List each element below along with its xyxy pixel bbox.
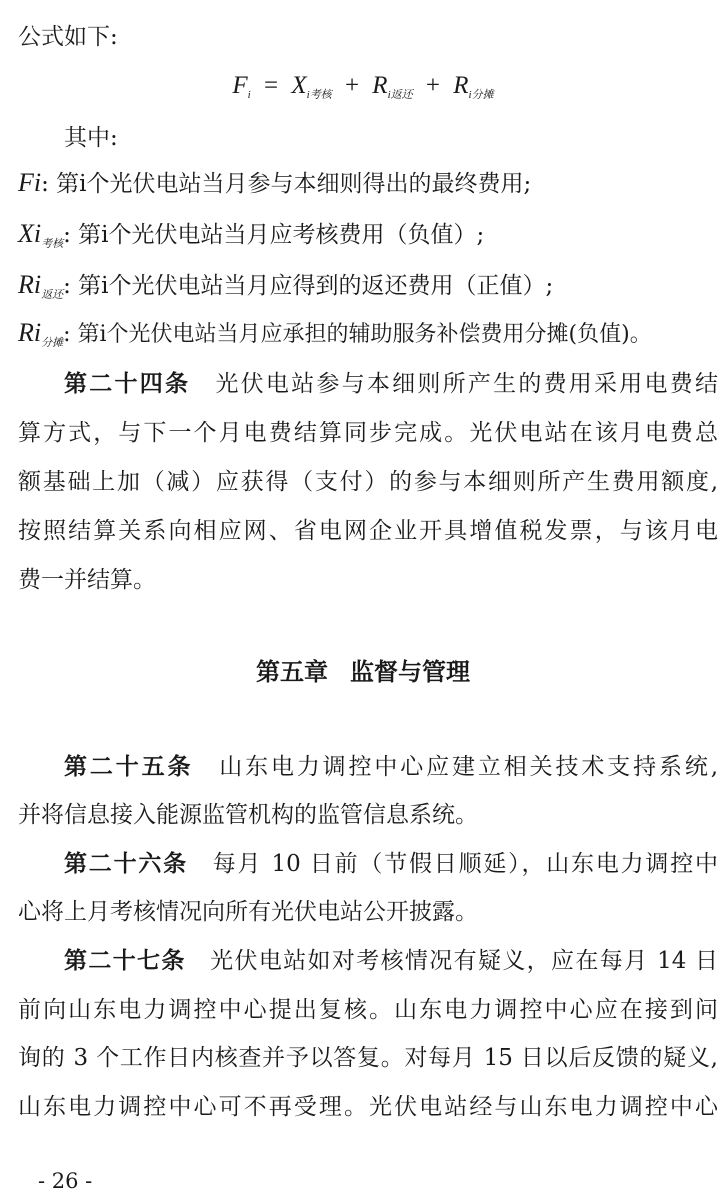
definition-symbol: Fi [18,168,42,197]
formula-term-var: R [453,72,469,99]
definition-tag: 考核 [41,237,64,250]
page-number: - 26 - [38,1169,93,1193]
article-27-line: 山东电力调控中心可不再受理。光伏电站经与山东电力调控中心 [18,1094,718,1120]
formula-equals: = [263,72,279,99]
chapter-title [0,657,726,687]
definition-symbol: Ri [18,318,42,347]
formula-term-sub: i分摊 [468,89,494,101]
formula-lhs-var: F [232,72,248,99]
definition-text: : 第i个光伏电站当月应承担的辅助服务补偿费用分摊(负值)。 [63,322,652,347]
article-24-line: 费一并结算。 [18,567,156,593]
article-26-line: 心将上月考核情况向所有光伏电站公开披露。 [18,899,478,925]
formula-term-sub: i考核 [306,89,332,101]
definition-item [18,168,718,199]
definition-item [18,318,718,358]
article-26-title: 第二十六条 [64,850,188,877]
article-24-line: 算方式，与下一个月电费结算同步完成。光伏电站在该月电费总 [18,420,718,446]
article-25-title: 第二十五条 [64,753,194,780]
article-25-line: 并将信息接入能源监管机构的监管信息系统。 [18,802,478,828]
article-25-line: 第二十五条 山东电力调控中心应建立相关技术支持系统, [64,753,719,780]
article-26-line: 第二十六条 每月 10 日前（节假日顺延），山东电力调控中 [64,850,719,877]
article-24-line: 按照结算关系向相应网、省电网企业开具增值税发票，与该月电 [18,518,718,544]
article-24-line: 额基础上加（减）应获得（支付）的参与本细则所产生费用额度, [18,469,718,495]
article-27-title: 第二十七条 [64,947,186,974]
intro-text: 公式如下: [18,24,118,50]
chapter-name: 监督与管理 [350,658,470,686]
formula-term-var: X [291,72,307,99]
definition-text: : 第i个光伏电站当月应得到的返还费用（正值）; [63,273,554,299]
article-24-line: 第二十四条 光伏电站参与本细则所产生的费用采用电费结 [64,370,719,397]
formula-plus: + [425,72,440,99]
definition-item [18,219,718,259]
definition-tag: 分摊 [41,336,64,349]
formula [0,68,726,113]
formula-lhs-sub: i [247,89,251,101]
formula-term-sub: i返还 [387,89,413,101]
chapter-number: 第五章 [256,658,328,686]
article-27-line: 前向山东电力调控中心提出复核。山东电力调控中心应在接到问 [18,997,718,1023]
definition-symbol: Xi [18,219,42,248]
definition-text: : 第i个光伏电站当月应考核费用（负值）; [63,222,485,248]
definition-symbol: Ri [18,270,42,299]
article-24-title: 第二十四条 [64,370,191,397]
definition-tag: 返还 [41,288,64,301]
article-27-line: 第二十七条 光伏电站如对考核情况有疑义，应在每月 14 日 [64,947,719,974]
formula-term-var: R [372,72,388,99]
definition-text: : 第i个光伏电站当月参与本细则得出的最终费用; [41,171,532,197]
formula-plus: + [344,72,360,99]
definition-item [18,270,718,310]
where-text: 其中: [64,125,118,151]
article-27-line: 询的 3 个工作日内核查并予以答复。对每月 15 日以后反馈的疑义, [18,1045,718,1071]
